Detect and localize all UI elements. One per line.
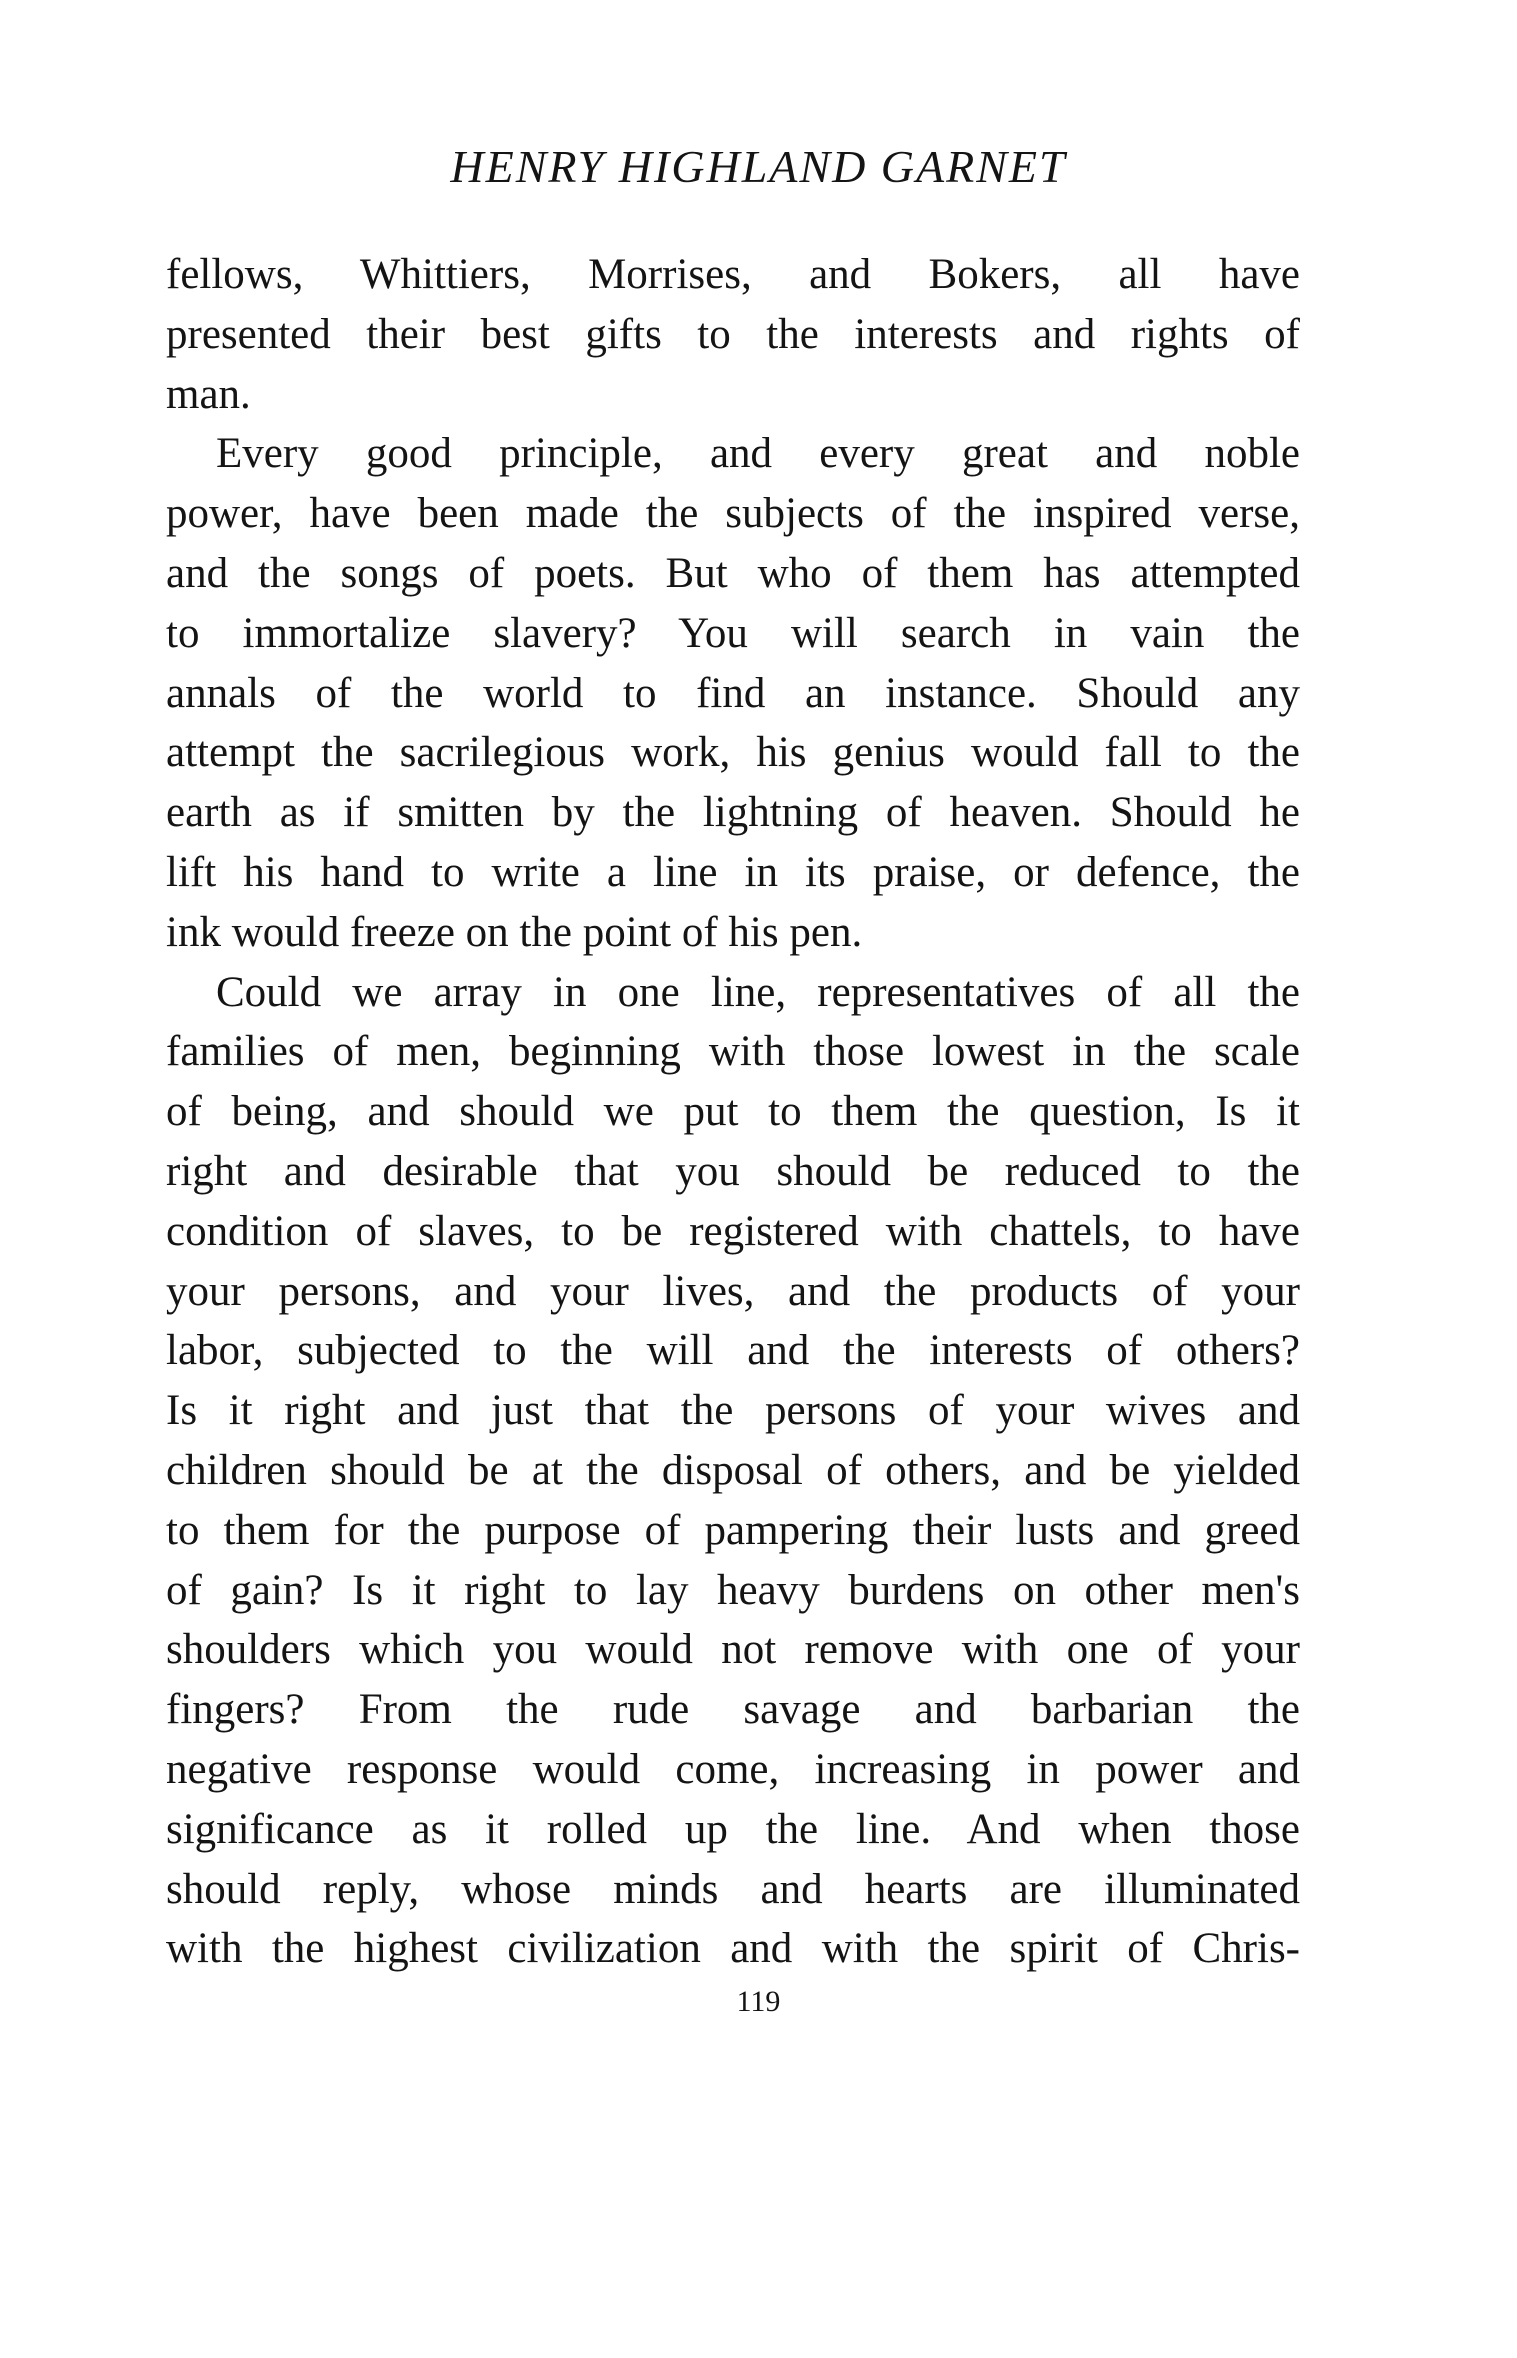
text-line: families of men, beginning with those lowest in the scale [166,1028,1300,1076]
text-line: annals of the world to find an instance. Should any [166,669,1300,717]
text-line: to them for the purpose of pampering their lusts and greed [166,1506,1300,1554]
text-line: Could we array in one line, representatives of all the [216,968,1300,1016]
text-line: condition of slaves, to be registered with chattels, to have [166,1207,1300,1255]
text-line: and the songs of poets. But who of them has attempted [166,549,1300,597]
page-number: 119 [736,1985,781,2018]
text-line: ink would freeze on the point of his pen. [166,908,863,956]
text-line: Every good principle, and every great and noble [216,430,1300,478]
text-line: Is it right and just that the persons of your wives and [166,1387,1300,1435]
text-line: children should be at the disposal of others, and be yielded [166,1446,1300,1494]
text-line: shoulders which you would not remove with one of your [166,1626,1300,1674]
text-line: man. [166,370,251,418]
text-line: lift his hand to write a line in its praise, or defence, the [166,848,1300,896]
text-line: power, have been made the subjects of the inspired verse, [166,490,1300,538]
text-line: fellows, Whittiers, Morrises, and Bokers, all have [166,251,1300,298]
text-line: fingers? From the rude savage and barbarian the [166,1686,1300,1734]
text-line: significance as it rolled up the line. And when those [166,1805,1300,1853]
text-line: earth as if smitten by the lightning of heaven. Should he [166,789,1300,837]
text-line: of gain? Is it right to lay heavy burdens on other men's [166,1566,1300,1614]
text-line: attempt the sacrilegious work, his genius would fall to the [166,729,1300,777]
text-line: should reply, whose minds and hearts are illuminated [166,1865,1300,1913]
text-line: presented their best gifts to the interests and rights of [166,310,1300,358]
text-line: your persons, and your lives, and the products of your [166,1267,1300,1315]
text-line: negative response would come, increasing in power and [166,1745,1300,1793]
text-line: with the highest civilization and with the spirit of Chris- [166,1925,1300,1973]
running-head: HENRY HIGHLAND GARNET [450,141,1067,192]
text-line: of being, and should we put to them the question, Is it [166,1088,1300,1136]
text-line: labor, subjected to the will and the interests of others? [166,1327,1300,1375]
body-text [166,245,1300,1979]
text-line: to immortalize slavery? You will search in vain the [166,609,1300,657]
text-line: right and desirable that you should be reduced to the [166,1147,1300,1195]
